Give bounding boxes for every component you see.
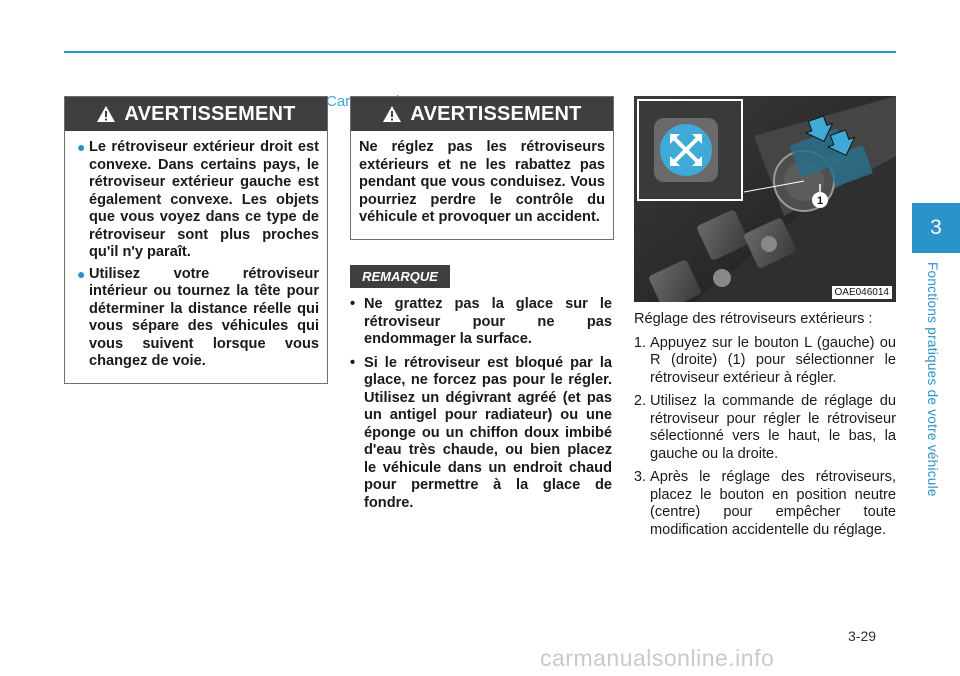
warning-body: Ne réglez pas les rétroviseurs extérieurs et ne les rabattez pas pendant que vous conduisez. Vous pourriez perdre le contrôle du véhicule et provoquer un accident. bbox=[359, 139, 605, 225]
warning-header bbox=[65, 97, 327, 131]
procedure bbox=[621, 311, 896, 545]
chapter-title: Fonctions pratiques de votre véhicule bbox=[925, 262, 940, 497]
procedure-step: 1. Appuyez sur le bouton L (gauche) ou R (droite) (1) pour sélectionner le rétroviseur extérieur à régler. bbox=[633, 334, 896, 386]
warning-item: ● Le rétroviseur extérieur droit est convexe. Dans certains pays, le rétroviseur extérieur gauche est également convexe. Les objets que vous voyez dans ce type de rétroviseur sont plus proches qu'il n'y paraît. bbox=[77, 139, 319, 260]
watermark-bottom: carmanualsonline.info bbox=[540, 645, 775, 671]
note-item: • Ne grattez pas la glace sur le rétroviseur pour ne pas endommager la surface. bbox=[350, 296, 612, 347]
warning-title: AVERTISSEMENT bbox=[410, 102, 582, 125]
procedure-intro: Réglage des rétroviseurs extérieurs : bbox=[634, 311, 873, 327]
procedure-step: 3. Après le réglage des rétroviseurs, placez le bouton en position neutre (centre) pour empêcher toute modification accidentelle du réglage. bbox=[633, 469, 896, 538]
bullet-icon: ● bbox=[77, 139, 86, 155]
bullet-icon: ● bbox=[77, 265, 86, 282]
warning-box-left bbox=[64, 96, 328, 384]
bullet-icon: • bbox=[350, 296, 356, 312]
warning-header bbox=[351, 97, 613, 131]
callout-number: 1 bbox=[816, 195, 824, 207]
photo-code: OAE046014 bbox=[832, 286, 893, 299]
chapter-tab[interactable]: 3 bbox=[912, 203, 960, 253]
header-rule bbox=[64, 51, 896, 53]
warning-item: ● Utilisez votre rétroviseur intérieur ou tournez la tête pour déterminer la distance réelle qui vous sépare des véhicules qui vous suivent lorsque vous changez de voie. bbox=[77, 265, 319, 369]
warning-title: AVERTISSEMENT bbox=[124, 102, 296, 125]
door-panel-illustration bbox=[634, 96, 896, 302]
warning-triangle-icon bbox=[96, 105, 116, 123]
remarque-label: REMARQUE bbox=[350, 265, 450, 288]
warning-box-middle bbox=[350, 96, 614, 240]
note-item: • Si le rétroviseur est bloqué par la glace, ne forcez pas pour le régler. Utilisez un dégivrant agréé (et pas un antigel pour radiateur) ou une éponge ou un chiffon doux imbibé d'eau très chaude, ou bien placez le véhicule dans un endroit chaud pour permettre à la glace de fondre. bbox=[350, 354, 612, 511]
procedure-step: 2. Utilisez la commande de réglage du rétroviseur pour régler le rétroviseur sélectionné vers le haut, le bas, la gauche ou la droite. bbox=[633, 393, 896, 462]
warning-triangle-icon bbox=[382, 105, 402, 123]
page-number: 3-29 bbox=[848, 628, 877, 644]
bullet-icon: • bbox=[350, 354, 356, 371]
warning-body bbox=[65, 131, 327, 383]
remarque-notes bbox=[350, 296, 612, 518]
mirror-control-photo bbox=[634, 96, 896, 302]
